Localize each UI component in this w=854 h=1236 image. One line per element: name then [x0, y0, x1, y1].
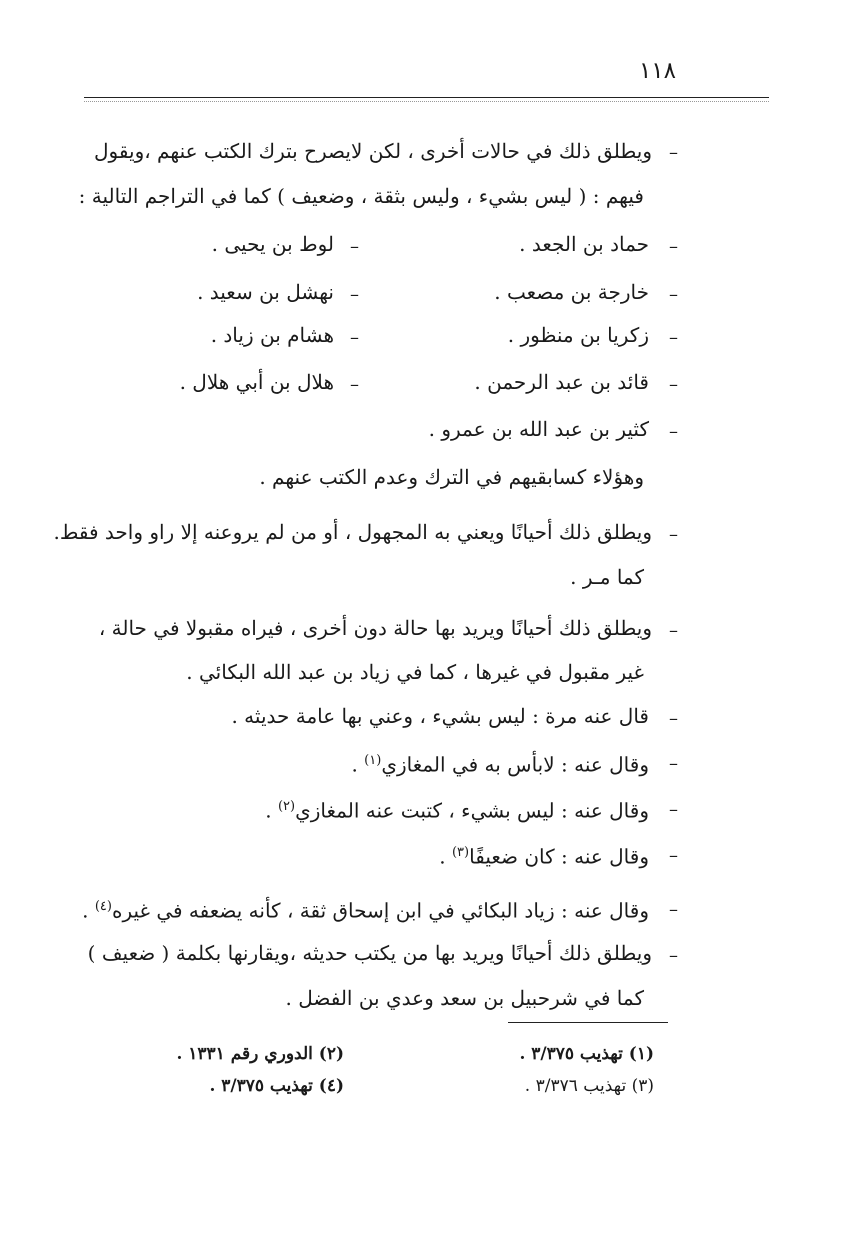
quote-2: وقال عنه : لابأس به في المغازي$^{(١)}$ . [351, 752, 649, 777]
paragraph-3-line-1: ويطلق ذلك أحيانًا ويريد بها حالة دون أخرى ، فيراه مقبولا في حالة ، [98, 616, 652, 640]
paragraph-1-line-2: فيهم : ( ليس بشيء ، وليس بثقة ، وضعيف ) كما في التراجم التالية : [78, 184, 644, 208]
bullet-dash: – [669, 899, 678, 920]
footnote-3: (٣) تهذيب ٣/٣٧٦ . [524, 1076, 654, 1096]
footnote-ref-2: (٢) [277, 799, 296, 814]
summary-line: وهؤلاء كسابقيهم في الترك وعدم الكتب عنهم . [259, 465, 644, 489]
bullet-dash: – [669, 142, 678, 163]
header-rule [84, 97, 769, 98]
bullet-dash: – [669, 620, 678, 641]
header-rule-dotted [84, 101, 769, 102]
name-right-1: حماد بن الجعد . [519, 232, 649, 256]
name-right-4: قائد بن عبد الرحمن . [474, 370, 649, 394]
quote-5: وقال عنه : زياد البكائي في ابن إسحاق ثقة ، كأنه يضعفه في غيره$^{(٤)}$ . [82, 898, 649, 923]
quote-1: قال عنه مرة : ليس بشيء ، وعني بها عامة حديثه . [231, 704, 649, 728]
name-right-5: كثير بن عبد الله بن عمرو . [428, 417, 649, 441]
name-left-2: نهشل بن سعيد . [197, 280, 334, 304]
bullet-dash: – [350, 284, 359, 305]
footnote-1: (١) تهذيب ٣/٣٧٥ . [519, 1044, 654, 1064]
bullet-dash: – [669, 799, 678, 820]
name-right-2: خارجة بن مصعب . [494, 280, 649, 304]
bullet-dash: – [669, 753, 678, 774]
bullet-dash: – [669, 708, 678, 729]
bullet-dash: – [350, 236, 359, 257]
paragraph-1-line-1: ويطلق ذلك في حالات أخرى ، لكن لايصرح بترك الكتب عنهم ،ويقول [94, 139, 652, 163]
bullet-dash: – [669, 945, 678, 966]
name-left-3: هشام بن زياد . [210, 323, 334, 347]
quote-3: وقال عنه : ليس بشيء ، كتبت عنه المغازي$^{(٢)}$ . [265, 798, 649, 823]
name-right-3: زكريا بن منظور . [507, 323, 649, 347]
name-left-1: لوط بن يحيى . [211, 232, 334, 256]
paragraph-4-line-2: كما في شرحبيل بن سعد وعدي بن الفضل . [285, 986, 644, 1010]
bullet-dash: – [350, 374, 359, 395]
footnote-ref-4: (٤) [94, 899, 112, 914]
paragraph-3-line-2: غير مقبول في غيرها ، كما في زياد بن عبد الله البكائي . [186, 660, 644, 684]
page-number: ١١٨ [638, 58, 676, 84]
bullet-dash: – [669, 845, 678, 866]
bullet-dash: – [669, 421, 678, 442]
footnote-rule [508, 1022, 668, 1023]
bullet-dash: – [669, 524, 678, 545]
bullet-dash: – [669, 327, 678, 348]
footnote-4: (٤) تهذيب ٣/٣٧٥ . [209, 1076, 344, 1096]
paragraph-2-line-2: كما مـر . [570, 565, 644, 589]
paragraph-4-line-1: ويطلق ذلك أحيانًا ويريد بها من يكتب حديثه ،ويقارنها بكلمة ( ضعيف ) [87, 941, 652, 965]
quote-4: وقال عنه : كان ضعيفًا$^{(٣)}$ . [439, 844, 649, 869]
footnote-ref-1: (١) [364, 753, 382, 768]
bullet-dash: – [669, 374, 678, 395]
footnote-2: (٢) الدوري رقم ١٣٣١ . [176, 1044, 344, 1064]
bullet-dash: – [350, 327, 359, 348]
bullet-dash: – [669, 284, 678, 305]
bullet-dash: – [669, 236, 678, 257]
footnote-ref-3: (٣) [451, 845, 470, 860]
name-left-4: هلال بن أبي هلال . [179, 370, 334, 394]
paragraph-2-line-1: ويطلق ذلك أحيانًا ويعني به المجهول ، أو من لم يروعنه إلا راو واحد فقط. [53, 520, 652, 544]
